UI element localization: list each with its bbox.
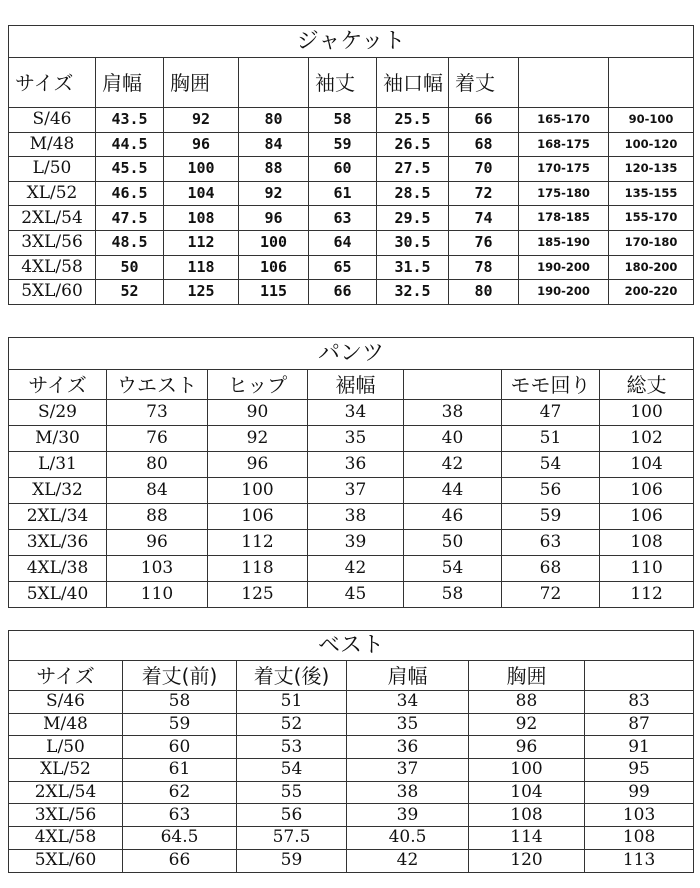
pants-value-cell: 110 [600,556,694,582]
vest-value-cell: 66 [123,849,237,872]
jacket-value-cell: 180-200 [609,255,694,280]
jacket-value-cell: 63 [309,206,377,231]
pants-value-cell: 38 [308,504,404,530]
vest-value-cell: 55 [237,781,347,804]
jacket-value-cell: 168-175 [519,132,609,157]
jacket-header-cell: 肩幅 [96,58,164,108]
vest-value-cell: 58 [123,691,237,714]
jacket-value-cell: 118 [164,255,239,280]
vest-value-cell: 56 [237,804,347,827]
pants-value-cell: 39 [308,530,404,556]
jacket-value-cell: 190-200 [519,280,609,305]
vest-value-cell: 113 [585,849,694,872]
vest-value-cell: 35 [347,713,469,736]
vest-header-cell: 着丈(前) [123,661,237,691]
jacket-value-cell: 96 [164,132,239,157]
jacket-row [9,255,694,280]
pants-value-cell: 100 [600,400,694,426]
jacket-value-cell: 80 [449,280,519,305]
pants-value-cell: 90 [208,400,308,426]
pants-value-cell: 38 [404,400,502,426]
pants-value-cell: 106 [600,478,694,504]
jacket-row [9,132,694,157]
jacket-value-cell: 43.5 [96,108,164,133]
jacket-value-cell: 45.5 [96,157,164,182]
pants-value-cell: 100 [208,478,308,504]
jacket-value-cell: 100 [239,230,309,255]
pants-value-cell: 37 [308,478,404,504]
vest-value-cell: 83 [585,691,694,714]
pants-row [9,452,694,478]
jacket-value-cell: 92 [164,108,239,133]
pants-value-cell: 56 [502,478,600,504]
vest-value-cell: 38 [347,781,469,804]
pants-value-cell: 112 [208,530,308,556]
jacket-value-cell: 200-220 [609,280,694,305]
jacket-value-cell: 155-170 [609,206,694,231]
jacket-value-cell: 66 [309,280,377,305]
vest-size-cell: 2XL/54 [9,781,123,804]
vest-row [9,827,694,850]
vest-row [9,849,694,872]
pants-size-table [8,337,694,608]
pants-value-cell: 68 [502,556,600,582]
pants-value-cell: 92 [208,426,308,452]
vest-value-cell: 51 [237,691,347,714]
vest-value-cell: 53 [237,736,347,759]
vest-row [9,759,694,782]
pants-row [9,582,694,608]
pants-header-cell: ウエスト [107,370,208,400]
pants-value-cell: 104 [600,452,694,478]
vest-value-cell: 103 [585,804,694,827]
vest-header-row [9,661,694,691]
pants-size-cell: M/30 [9,426,107,452]
pants-value-cell: 76 [107,426,208,452]
vest-size-cell: 5XL/60 [9,849,123,872]
jacket-size-cell: L/50 [9,157,96,182]
jacket-value-cell: 29.5 [377,206,449,231]
pants-value-cell: 96 [107,530,208,556]
jacket-value-cell: 80 [239,108,309,133]
jacket-value-cell: 50 [96,255,164,280]
vest-title: ベスト [9,631,694,661]
jacket-row [9,280,694,305]
vest-header-cell [585,661,694,691]
jacket-value-cell: 32.5 [377,280,449,305]
pants-value-cell: 108 [600,530,694,556]
pants-value-cell: 80 [107,452,208,478]
jacket-value-cell: 185-190 [519,230,609,255]
pants-value-cell: 42 [404,452,502,478]
jacket-value-cell: 125 [164,280,239,305]
vest-size-cell: XL/52 [9,759,123,782]
jacket-value-cell: 25.5 [377,108,449,133]
jacket-value-cell: 190-200 [519,255,609,280]
vest-row [9,713,694,736]
jacket-value-cell: 74 [449,206,519,231]
jacket-value-cell: 104 [164,181,239,206]
pants-row [9,426,694,452]
vest-size-cell: S/46 [9,691,123,714]
pants-size-cell: XL/32 [9,478,107,504]
pants-value-cell: 58 [404,582,502,608]
vest-header-cell: 着丈(後) [237,661,347,691]
vest-value-cell: 40.5 [347,827,469,850]
jacket-value-cell: 92 [239,181,309,206]
vest-value-cell: 52 [237,713,347,736]
jacket-size-table [8,25,694,305]
jacket-header-cell: サイズ [9,58,96,108]
jacket-value-cell: 170-175 [519,157,609,182]
pants-header-cell: モモ回り [502,370,600,400]
pants-value-cell: 54 [502,452,600,478]
pants-value-cell: 40 [404,426,502,452]
jacket-value-cell: 100 [164,157,239,182]
vest-size-table [8,630,694,873]
vest-value-cell: 63 [123,804,237,827]
vest-row [9,736,694,759]
jacket-value-cell: 44.5 [96,132,164,157]
pants-value-cell: 102 [600,426,694,452]
jacket-size-cell: M/48 [9,132,96,157]
pants-row [9,530,694,556]
pants-header-cell: ヒップ [208,370,308,400]
jacket-value-cell: 28.5 [377,181,449,206]
jacket-row [9,157,694,182]
vest-header-cell: 肩幅 [347,661,469,691]
vest-row [9,804,694,827]
jacket-header-row [9,58,694,108]
pants-size-cell: L/31 [9,452,107,478]
vest-header-cell: サイズ [9,661,123,691]
jacket-value-cell: 96 [239,206,309,231]
pants-value-cell: 46 [404,504,502,530]
vest-size-cell: 4XL/58 [9,827,123,850]
vest-value-cell: 62 [123,781,237,804]
pants-value-cell: 35 [308,426,404,452]
jacket-value-cell: 58 [309,108,377,133]
pants-header-cell: 裾幅 [308,370,404,400]
pants-row [9,400,694,426]
jacket-size-cell: 3XL/56 [9,230,96,255]
pants-value-cell: 63 [502,530,600,556]
jacket-value-cell: 65 [309,255,377,280]
pants-value-cell: 54 [404,556,502,582]
pants-size-cell: S/29 [9,400,107,426]
pants-value-cell: 125 [208,582,308,608]
jacket-value-cell: 76 [449,230,519,255]
pants-value-cell: 110 [107,582,208,608]
jacket-value-cell: 115 [239,280,309,305]
vest-value-cell: 88 [469,691,585,714]
jacket-value-cell: 30.5 [377,230,449,255]
pants-size-cell: 3XL/36 [9,530,107,556]
pants-size-cell: 5XL/40 [9,582,107,608]
pants-row [9,504,694,530]
vest-size-cell: L/50 [9,736,123,759]
pants-header-cell: サイズ [9,370,107,400]
vest-value-cell: 59 [237,849,347,872]
pants-value-cell: 36 [308,452,404,478]
pants-row [9,556,694,582]
vest-value-cell: 99 [585,781,694,804]
jacket-size-cell: S/46 [9,108,96,133]
pants-value-cell: 72 [502,582,600,608]
jacket-value-cell: 165-170 [519,108,609,133]
vest-value-cell: 108 [469,804,585,827]
jacket-value-cell: 47.5 [96,206,164,231]
vest-value-cell: 57.5 [237,827,347,850]
vest-value-cell: 100 [469,759,585,782]
vest-row [9,691,694,714]
jacket-value-cell: 64 [309,230,377,255]
vest-value-cell: 92 [469,713,585,736]
jacket-header-cell: 胸囲 [164,58,239,108]
vest-value-cell: 87 [585,713,694,736]
vest-header-cell: 胸囲 [469,661,585,691]
vest-value-cell: 39 [347,804,469,827]
vest-value-cell: 96 [469,736,585,759]
pants-value-cell: 59 [502,504,600,530]
jacket-size-cell: 2XL/54 [9,206,96,231]
pants-value-cell: 106 [208,504,308,530]
jacket-header-cell: 袖丈 [309,58,377,108]
vest-value-cell: 36 [347,736,469,759]
jacket-value-cell: 68 [449,132,519,157]
vest-value-cell: 34 [347,691,469,714]
jacket-value-cell: 90-100 [609,108,694,133]
jacket-value-cell: 46.5 [96,181,164,206]
pants-value-cell: 73 [107,400,208,426]
pants-value-cell: 103 [107,556,208,582]
jacket-value-cell: 84 [239,132,309,157]
jacket-value-cell: 106 [239,255,309,280]
jacket-value-cell: 100-120 [609,132,694,157]
jacket-value-cell: 61 [309,181,377,206]
pants-value-cell: 118 [208,556,308,582]
jacket-value-cell: 78 [449,255,519,280]
jacket-header-cell [609,58,694,108]
vest-value-cell: 37 [347,759,469,782]
vest-value-cell: 61 [123,759,237,782]
pants-value-cell: 96 [208,452,308,478]
jacket-value-cell: 72 [449,181,519,206]
vest-value-cell: 42 [347,849,469,872]
jacket-value-cell: 112 [164,230,239,255]
jacket-value-cell: 108 [164,206,239,231]
pants-value-cell: 47 [502,400,600,426]
jacket-size-cell: 4XL/58 [9,255,96,280]
pants-header-cell [404,370,502,400]
vest-value-cell: 60 [123,736,237,759]
pants-value-cell: 51 [502,426,600,452]
jacket-value-cell: 120-135 [609,157,694,182]
jacket-value-cell: 135-155 [609,181,694,206]
vest-value-cell: 64.5 [123,827,237,850]
pants-size-cell: 4XL/38 [9,556,107,582]
vest-size-cell: M/48 [9,713,123,736]
jacket-value-cell: 178-185 [519,206,609,231]
jacket-value-cell: 88 [239,157,309,182]
jacket-value-cell: 170-180 [609,230,694,255]
vest-value-cell: 59 [123,713,237,736]
pants-value-cell: 106 [600,504,694,530]
jacket-value-cell: 175-180 [519,181,609,206]
jacket-header-cell [519,58,609,108]
jacket-size-cell: XL/52 [9,181,96,206]
jacket-title: ジャケット [9,26,694,58]
pants-value-cell: 50 [404,530,502,556]
jacket-header-cell: 袖口幅 [377,58,449,108]
pants-size-cell: 2XL/34 [9,504,107,530]
vest-value-cell: 104 [469,781,585,804]
pants-value-cell: 45 [308,582,404,608]
pants-value-cell: 44 [404,478,502,504]
jacket-row [9,230,694,255]
jacket-value-cell: 27.5 [377,157,449,182]
vest-value-cell: 120 [469,849,585,872]
jacket-value-cell: 59 [309,132,377,157]
jacket-value-cell: 70 [449,157,519,182]
jacket-row [9,206,694,231]
vest-value-cell: 91 [585,736,694,759]
pants-header-row [9,370,694,400]
pants-header-cell: 総丈 [600,370,694,400]
vest-value-cell: 95 [585,759,694,782]
pants-value-cell: 34 [308,400,404,426]
pants-row [9,478,694,504]
jacket-value-cell: 31.5 [377,255,449,280]
pants-value-cell: 88 [107,504,208,530]
jacket-header-cell [239,58,309,108]
jacket-value-cell: 48.5 [96,230,164,255]
jacket-row [9,181,694,206]
jacket-value-cell: 52 [96,280,164,305]
vest-size-cell: 3XL/56 [9,804,123,827]
jacket-header-cell: 着丈 [449,58,519,108]
jacket-value-cell: 66 [449,108,519,133]
vest-value-cell: 54 [237,759,347,782]
pants-value-cell: 42 [308,556,404,582]
vest-value-cell: 114 [469,827,585,850]
jacket-value-cell: 60 [309,157,377,182]
jacket-value-cell: 26.5 [377,132,449,157]
pants-title: パンツ [9,338,694,370]
pants-value-cell: 112 [600,582,694,608]
jacket-row [9,108,694,133]
vest-value-cell: 108 [585,827,694,850]
jacket-size-cell: 5XL/60 [9,280,96,305]
vest-row [9,781,694,804]
pants-value-cell: 84 [107,478,208,504]
